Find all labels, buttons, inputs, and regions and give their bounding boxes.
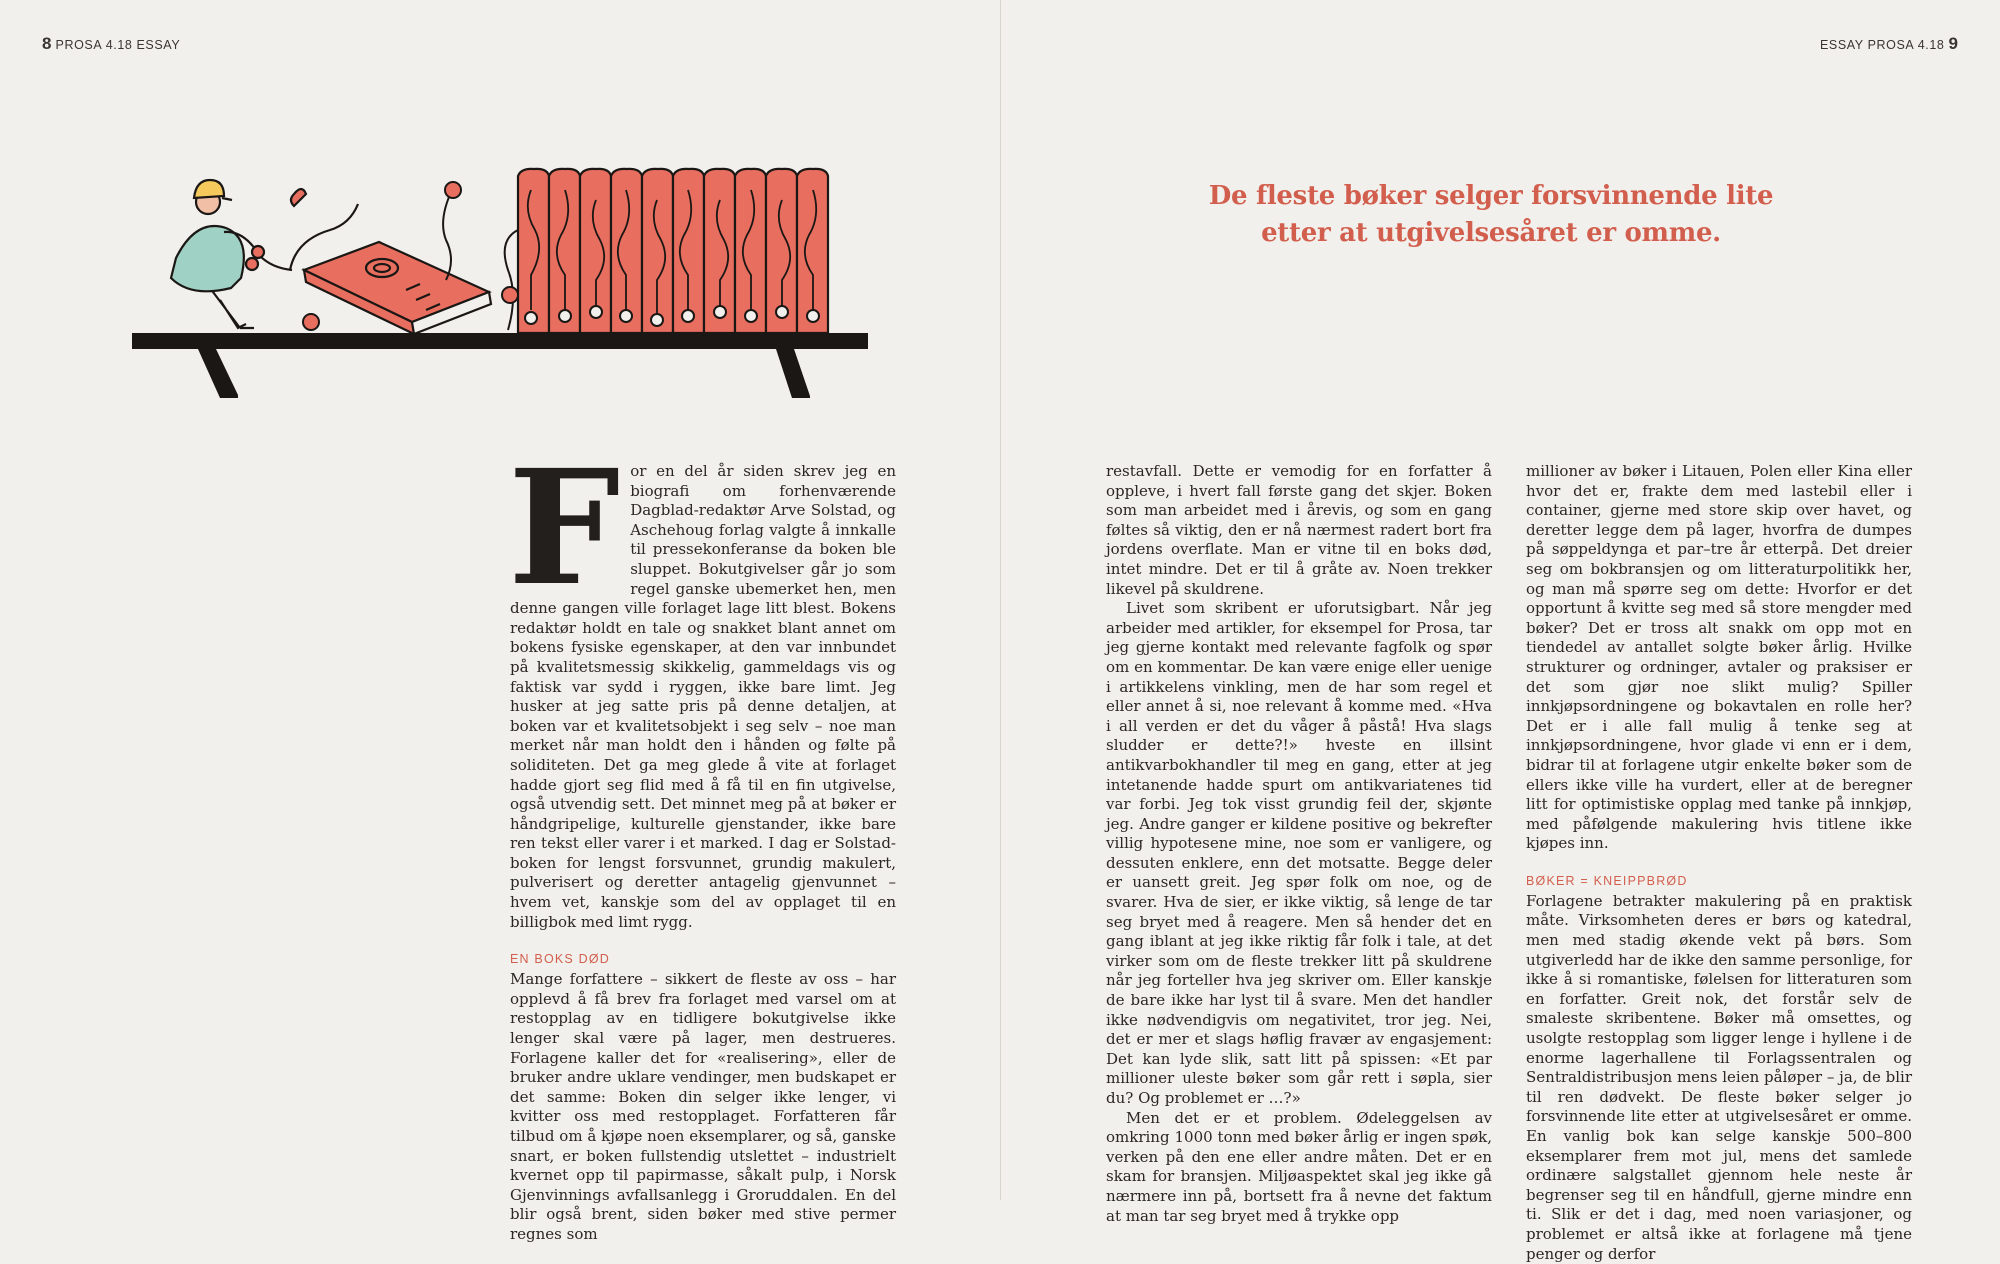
paragraph-2: Mange forfattere – sikkert de fleste av oss – har opplevd å få brev fra forlaget med varsel om at restopplag av en tidligere bokutgivelse ikke lenger skal være på lager, men destrueres. Forlagene kaller det for «realisering», eller de bruker andre uklare vendinger, men budskapet er det samme: Boken din selger ikke lenger, vi kvitter oss med restopplaget. Forfatteren får tilbud om å kjøpe noen eksemplarer, og så, ganske snart, er boken fullstendig utslettet – industrielt kvernet opp til papirmasse, såkalt pulp, i Norsk Gjenvinnings avfallsanlegg i Groruddalen. En del blir også brent, siden bøker med stive permer regnes som — [510, 970, 896, 1243]
right-page — [1001, 0, 2000, 1263]
drop-cap: F — [508, 436, 621, 621]
column-intro — [508, 436, 896, 1245]
shelf-bracket-right — [776, 349, 810, 398]
string-line — [505, 230, 518, 330]
page-number: 9 — [1948, 34, 1958, 53]
section-label: ESSAY — [136, 38, 181, 52]
paragraph-7: Forlagene betrakter makulering på en praktisk måte. Virksomheten deres er børs og katedral, men med stadig økende vekt på børs. Som utgiverledd har de ikke den samme personlige, for ikke å si romantiske, følelsen for litteraturen som en forfatter. Greit nok, det forstår selv de smaleste skribentene. Bøker må omsettes, og usolgte restopplag som ligger lenge i hyllene i de enorme lagerhallene til Forlagssentralen og Sentraldistribusjon mens leien påløper – ja, de blir til ren dødvekt. De fleste bøker selger jo forsvinnende lite etter at utgivelsesåret er omme. En vanlig bok kan selge kanskje 500–800 eksemplarer frem mot jul, mens det samlede ordinære salgstallet gjennom hele neste år begrenser seg til en håndfull, gjerne mindre enn ti. Slik er det i dag, med noen variasjoner, og problemet er altså ikke at forlagene må tjene penger og derfor — [1526, 891, 1912, 1263]
section-label: ESSAY — [1819, 38, 1864, 52]
paragraph-3: restavfall. Dette er vemodig for en forfatter å oppleve, i hvert fall første gang det skjer. Boken som man arbeidet med i årevis, og som en gang føltes så viktig, den er nå nærmest radert bort fra jordens overflate. Man er vitne til en boks død, intet mindre. Det er til å gråte av. Noen trekker likevel på skuldrene. — [1106, 462, 1492, 598]
falling-book — [304, 242, 491, 334]
ball-on-shelf — [303, 314, 319, 330]
left-page — [0, 0, 1000, 1243]
string-ball — [502, 287, 518, 303]
shelf-illustration — [128, 160, 878, 405]
intro-text: or en del år siden skrev jeg en biografi om forhenværende Dagblad-redaktør Arve Solstad, og Aschehoug forlag valgte å innkalle til pressekonferanse da boken ble sluppet. Bokutgivelser går jo som regel ganske ubemerket hen, men denne gangen ville forlaget lage litt blest. Bokens redaktør holdt en tale og snakket blant annet om bokens fysiske egenskaper, at den var innbundet på kvalitetsmessig skikkelig, gammeldags vis og faktisk var sydd i ryggen, ikke bare limt. Jeg husker at jeg satte pris på denne detaljen, at boken var et kvalitetsobjekt i seg selv – noe man merket når man holdt den i hånden og følte på soliditeten. Det ga meg glede å vite at forlaget hadde gjort seg flid med å få til en fin utgivelse, også utvendig sett. Det minnet meg på at bøker er håndgripelige, kulturelle gjenstander, ikke bare ren tekst eller varer i et marked. I dag er Solstad-boken for lengst forsvunnet, grundig makulert, pulverisert og deretter antagelig gjenvunnet – hvem vet, kanskje som del av opplaget til en billigbok med limt rygg. — [510, 462, 896, 931]
subhead-boker-kneippbrod: BØKER = KNEIPPBRØD — [1526, 873, 1688, 888]
page-number: 8 — [42, 34, 52, 53]
paragraph-5: Men det er et problem. Ødeleggelsen av omkring 1000 tonn med bøker årlig er ingen spøk, verken på den ene eller andre måten. Det er en skam for bransjen. Miljøaspektet skal jeg ikke gå nærmere inn på, bortsett fra å nevne det faktum at man tar seg bryet med å trykke opp — [1106, 1108, 1492, 1225]
paragraph-4: Livet som skribent er uforutsigbart. Når jeg arbeider med artikler, for eksempel for Prosa, tar jeg gjerne kontakt med relevante fagfolk og spør om en kommentar. De kan være enige eller uenige i artikkelens vinkling, men de har som regel et eller annet å si, noe relevant å komme med. «Hva i all verden er det du våger å påstå! Hva slags sludder er dette?!» hveste en illsint antikvarbokhandler til meg en gang, etter at jeg intetanende hadde spurt om antikvariatenes tid var forbi. Jeg tok visst grundig feil der, skjønte jeg. Andre ganger er kildene positive og bekrefter villig hypotesene mine, noe som er vanligere, og dessuten enklere, enn det motsatte. Begge deler er uansett greit. Jeg spør folk om noe, og de svarer. Hva de sier, er ikke viktig, så lenge de tar seg bryet med å reagere. Men så hender det en gang iblant at jeg ikke riktig får folk i tale, at det virker som om de fleste trekker litt på skuldrene når jeg forteller hva jeg skriver om. Eller kanskje de bare ikke har lyst til å svare. Men det handler ikke nødvendigvis om negativitet, tror jeg. Nei, det er mer et slags høflig fravær av engasjement: Det kan lyde slik, satt litt på spissen: «Et par millioner uleste bøker som går rett i søpla, sier du? Og problemet er …?» — [1106, 599, 1492, 1107]
pull-quote-line-2: etter at utgivelsesåret er omme. — [1261, 218, 1721, 248]
pull-quote-line-1: De fleste bøker selger forsvinnende lite — [1208, 181, 1774, 211]
worker-figure — [171, 180, 358, 328]
pull-quote — [1201, 178, 1781, 252]
folio-left — [42, 34, 180, 54]
intro-paragraph — [508, 436, 896, 932]
paragraph-6: millioner av bøker i Litauen, Polen eller Kina eller hvor det er, frakte dem med lastebil eller i container, gjerne med store skip over havet, og deretter legge dem på lager, hvorfra de dumpes på søppeldynga et par–tre år etterpå. Det dreier seg om bokbransjen og om litteraturpolitikk her, og man må spørre seg om dette: Hvorfor er det opportunt å kvitte seg med så store mengder med bøker? Det er tross alt snakk om opp mot en tiendedel av antallet solgte bøker årlig. Hvilke strukturer og ordninger, avtaler og praksiser er det som gjør noe slikt mulig? Spiller innkjøpsordningene og bokavtalen en rolle her? Det er i alle fall mulig å tenke seg at innkjøpsordningene, hvor glade vi enn er i dem, bidrar til at forlagene utgir enkelte bøker som de ellers ikke ville ha vurdert, eller at de beregner litt for optimistiske opplag med tanke på innkjøp, med påfølgende makulering hvis titlene ikke kjøpes inn. — [1526, 462, 1912, 853]
shelf-board — [132, 333, 868, 349]
book-string-ball — [445, 182, 461, 198]
magazine-issue: PROSA 4.18 — [55, 38, 133, 52]
column-middle — [1106, 462, 1492, 1226]
folio-right — [1820, 34, 1958, 54]
magazine-issue: PROSA 4.18 — [1867, 38, 1945, 52]
subhead-en-boks-dod: EN BOKS DØD — [510, 952, 611, 967]
shelf-bracket-left — [198, 349, 238, 398]
book-string — [443, 190, 452, 280]
column-right — [1526, 462, 1912, 1264]
